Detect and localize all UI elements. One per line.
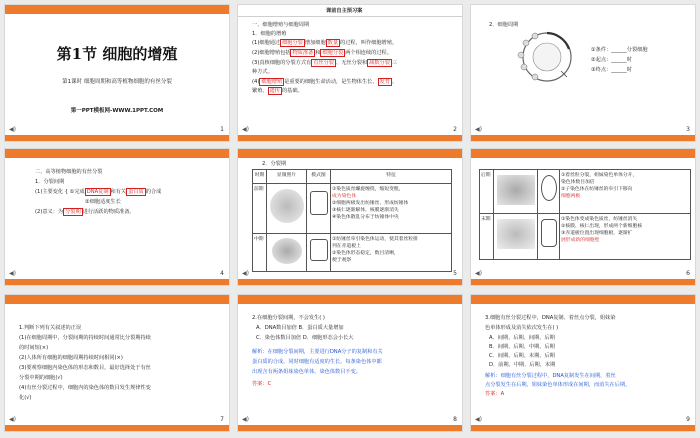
text-line: 一、细胞增殖与细胞周期 xyxy=(252,22,310,28)
text-line: 解析：细胞有丝分裂过程中，DNA复制发生在间期，着丝 xyxy=(485,373,616,379)
text-line: (3)要观察细胞内染色体的形态和数目，最好选择处于有丝 xyxy=(19,365,151,371)
text-line: (3)真核细胞的分裂方式有 有丝分裂 、无丝分裂和 减数分裂 三 xyxy=(252,60,398,66)
site-credit: 第一PPT模板网-WWW.1PPT.COM xyxy=(70,108,164,114)
table-row: 末期 ①染色体变成染色质丝，纺锤丝消失 ②核膜、核仁出现，形成两个新细胞核 ③赤道板位置出现细胞板，逐渐扩 展形成新的细胞壁 xyxy=(480,214,691,260)
model-diagram xyxy=(307,234,331,272)
model-diagram xyxy=(307,184,331,234)
slide-7[interactable] xyxy=(4,294,230,432)
slide-footer-bar xyxy=(471,425,695,431)
text-line: 繁殖、 遗传 的基础。 xyxy=(252,88,303,94)
text-line: 出现含有两条姐妹染色单体，染色体数目不变。 xyxy=(252,369,361,375)
text-line: 分裂中期的细胞(√) xyxy=(19,375,63,381)
mitosis-table xyxy=(479,169,691,260)
table-header: 显微照片 xyxy=(267,170,307,184)
table-header: 时期 xyxy=(253,170,267,184)
speaker-icon: ◀) xyxy=(475,270,482,277)
text-line: (1)细胞通过 细胞分裂 增加细胞 数量 的过程，叫作细胞增殖。 xyxy=(252,40,398,46)
slide-header-bar xyxy=(238,295,462,304)
text-line: B．间期、后期、中期、后期 xyxy=(489,344,555,350)
model-diagram xyxy=(538,214,560,260)
speaker-icon: ◀) xyxy=(9,126,16,133)
slide-number: 5 xyxy=(453,270,457,277)
text-line: D．前期、中期、后期、末期 xyxy=(489,362,556,368)
cell-cycle-diagram xyxy=(511,27,583,85)
text-line: ②细胞适度生长 xyxy=(85,199,121,205)
speaker-icon: ◀) xyxy=(9,270,16,277)
micrograph-image xyxy=(267,184,307,234)
slide-footer-bar xyxy=(5,135,229,141)
text-line: 3.细胞有丝分裂过程中，DNA复制、着丝点分裂，姐妹染 xyxy=(485,315,616,321)
slide-header-bar xyxy=(5,149,229,158)
slide-footer-bar xyxy=(238,135,462,141)
table-row: 前期 ①染色质丝螺旋缠绕，缩短变粗， 成为染色体 ②细胞两极发出纺锤丝，形成纺锤体 ③核仁逐渐解体，核膜逐渐消失 ④染色体散乱分布于纺锤体中央 xyxy=(253,184,452,234)
slide-number: 6 xyxy=(686,270,690,277)
speaker-icon: ◀) xyxy=(242,416,249,423)
text-line: (2)细胞增殖包括 物质准备 和 细胞分裂 两个相连续的过程。 xyxy=(252,50,392,56)
text-line: ③终点：______时 xyxy=(591,67,632,73)
slide-number: 3 xyxy=(686,126,690,133)
answer-text: 答案：C xyxy=(252,381,272,387)
text-line: ②起点：______时 xyxy=(591,57,632,63)
slide-header-bar xyxy=(471,295,695,304)
mitosis-table xyxy=(252,169,452,272)
text-line: A．DNA数目加倍 B．蛋白质大量增加 xyxy=(256,325,344,331)
text-line: (1)主要变化 { ①完成 DNA复制 和有关 蛋白质 的合成 xyxy=(35,189,162,195)
text-line: 1.判断下列有关叙述的正误 xyxy=(19,325,82,331)
slide-4[interactable] xyxy=(4,148,230,286)
speaker-icon: ◀) xyxy=(242,126,249,133)
text-line: 化(√) xyxy=(19,395,32,401)
text-line: 点分裂发生在后期，姐妹染色单体形成在间期，而消失在后期。 xyxy=(485,382,631,388)
slide-footer-bar xyxy=(471,135,695,141)
slide-9[interactable] xyxy=(470,294,696,432)
slide-header-bar xyxy=(471,149,695,158)
slide-number: 7 xyxy=(220,416,224,423)
table-header: 模式图 xyxy=(307,170,331,184)
slide-footer-bar xyxy=(238,425,462,431)
slide-title: 第1节 细胞的增殖 xyxy=(56,45,178,63)
text-line: 的时间短(×) xyxy=(19,345,49,351)
slide-header-bar xyxy=(5,295,229,304)
stage-label: 后期 xyxy=(480,170,494,214)
slide-footer-bar xyxy=(471,279,695,285)
model-diagram xyxy=(538,170,560,214)
slide-5[interactable] xyxy=(237,148,463,286)
slide-2[interactable] xyxy=(237,4,463,142)
text-line: 2．细胞周期 xyxy=(489,22,519,28)
speaker-icon: ◀) xyxy=(9,416,16,423)
micrograph-image xyxy=(267,234,307,272)
text-line: 1．分裂间期 xyxy=(35,179,65,185)
text-line: (4) 细胞增殖 是重要的细胞生命活动，是生物体生长、 发育 、 xyxy=(252,79,398,85)
slide-3[interactable] xyxy=(470,4,696,142)
slide-number: 4 xyxy=(220,270,224,277)
slide-number: 8 xyxy=(453,416,457,423)
micrograph-image xyxy=(494,170,538,214)
table-row: 中期 ①纺锤丝牵引染色体运动，使其着丝粒排 列在赤道板上 ②染色体形态稳定，数目清晰， 便于观察 xyxy=(253,234,452,272)
slide-6[interactable] xyxy=(470,148,696,286)
text-line: 种方式。 xyxy=(252,69,273,75)
text-line: C．间期、后期、末期、后期 xyxy=(489,353,555,359)
text-line: C．染色体数目加倍 D．细胞形态会小长大 xyxy=(256,335,354,341)
text-line: (4)有丝分裂过程中，细胞内的染色体的数目发生规律性变 xyxy=(19,385,151,391)
slide-header-bar xyxy=(5,5,229,14)
speaker-icon: ◀) xyxy=(475,126,482,133)
text-line: 二、高等植物细胞的有丝分裂 xyxy=(35,169,103,175)
speaker-icon: ◀) xyxy=(475,416,482,423)
text-line: 2.在细胞分裂间期，不会发生( ) xyxy=(252,315,325,321)
slide-title: 课前自主预习案 xyxy=(326,8,363,14)
text-line: 1．细胞的增殖 xyxy=(252,31,287,37)
table-row: 后期 ①着丝粒分裂，姐妹染色单体分开， 染色体数目加倍 ②子染色体在纺锤丝的牵引下移向 细胞两极 xyxy=(480,170,691,214)
stage-label: 中期 xyxy=(253,234,267,272)
slide-number: 2 xyxy=(453,126,457,133)
stage-label: 末期 xyxy=(480,214,494,260)
micrograph-image xyxy=(494,214,538,260)
text-line: 解析：在细胞分裂间期，主要进行DNA分子的复制和有关 xyxy=(252,349,383,355)
text-line: 2．分裂期 xyxy=(262,161,287,167)
slide-subtitle: 第1课时 细胞周期和高等植物细胞的有丝分裂 xyxy=(62,79,172,85)
text-line: (2)人体所有细胞的细胞周期持续时间相同(×) xyxy=(19,355,123,361)
slide-8[interactable] xyxy=(237,294,463,432)
text-line: A．间期、后期、间期、后期 xyxy=(489,335,555,341)
slide-number: 9 xyxy=(686,416,690,423)
slide-number: 1 xyxy=(220,126,224,133)
slide-footer-bar xyxy=(5,279,229,285)
slide-footer-bar xyxy=(238,279,462,285)
stage-label: 前期 xyxy=(253,184,267,234)
table-header: 特征 xyxy=(331,170,452,184)
slide-1[interactable] xyxy=(4,4,230,142)
text-line: (2)意义：为 分裂期 进行活跃的物质准备。 xyxy=(35,209,135,215)
text-line: ①条件：______分裂细胞 xyxy=(591,47,648,53)
answer-text: 答案：A xyxy=(485,391,505,397)
slide-header-bar xyxy=(238,149,462,158)
text-line: 蛋白质的合成，同时细胞有适度的生长。每条染色体中都 xyxy=(252,359,382,365)
speaker-icon: ◀) xyxy=(242,270,249,277)
slide-footer-bar xyxy=(5,425,229,431)
text-line: 色单体形成及消失依次发生在( ) xyxy=(485,325,559,331)
text-line: (1)在细胞周期中，分裂间期的持续时间通常比分裂期持续 xyxy=(19,335,151,341)
